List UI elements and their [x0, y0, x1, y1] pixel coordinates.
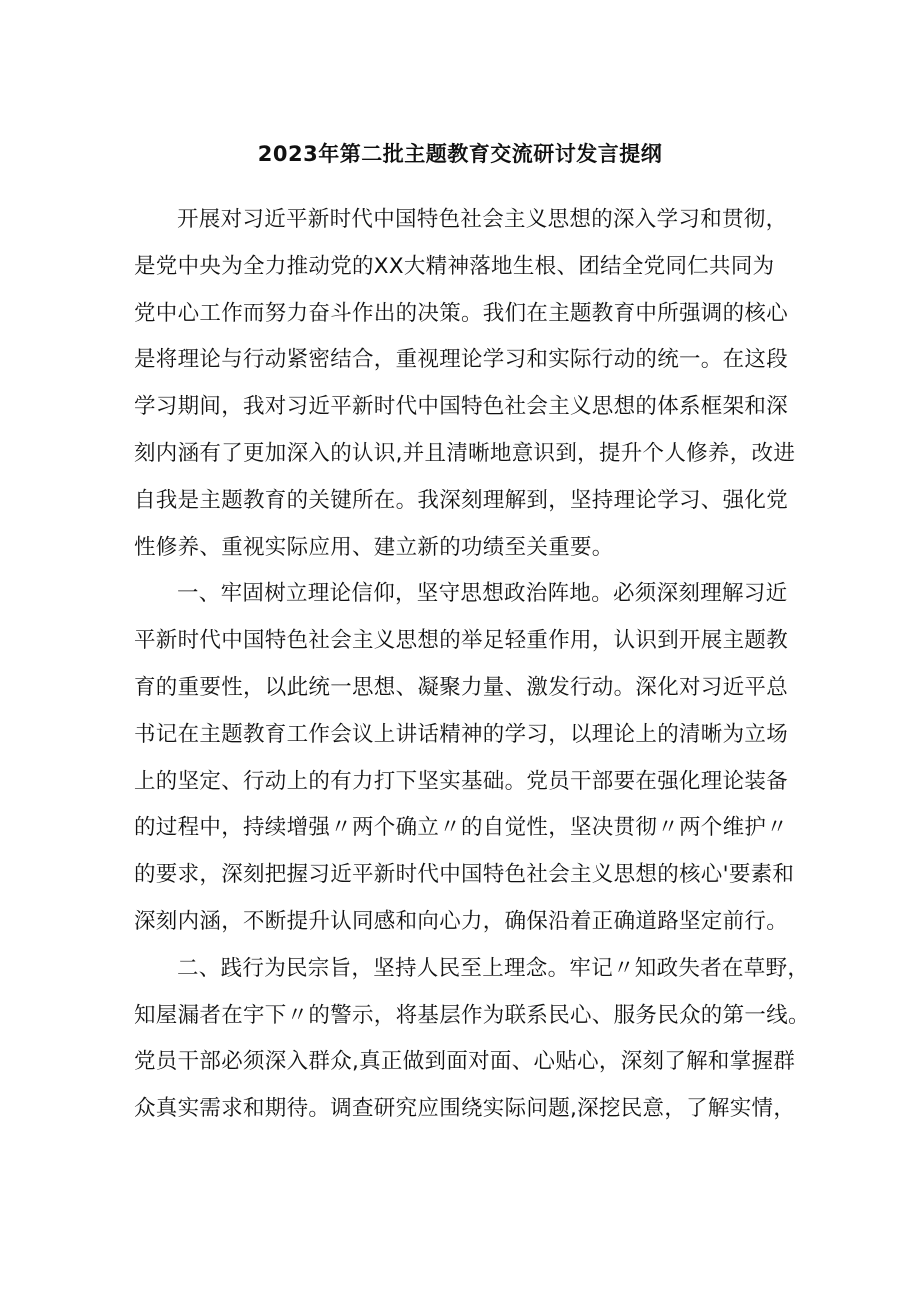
- text-line: 的要求，深刻把握习近平新时代中国特色社会主义思想的核心'要素和: [134, 862, 795, 888]
- text-line: 一、牢固树立理论信仰，坚守思想政治阵地。必须深刻理解习近: [177, 581, 788, 607]
- paragraph-section-2: [134, 946, 810, 1133]
- text-line: 育的重要性，以此统一思想、凝聚力量、激发行动。深化对习近平总: [134, 674, 789, 700]
- document-title: 2023年第二批主题教育交流研讨发言提纲: [257, 142, 663, 166]
- paragraph-section-1: [134, 571, 797, 945]
- text-line: 刻内涵有了更加深入的认识,并且清晰地意识到，提升个人修养，改进: [134, 440, 796, 466]
- text-line: 是将理论与行动紧密结合，重视理论学习和实际行动的统一。在这段: [134, 347, 789, 373]
- text-line: 上的坚定、行动上的有力打下坚实基础。党员干部要在强化理论装备: [134, 768, 789, 794]
- text-line: 平新时代中国特色社会主义思想的举足轻重作用，认识到开展主题教: [134, 628, 789, 654]
- text-line: 性修养、重视实际应用、建立新的功绩至关重要。: [134, 534, 614, 560]
- text-line: 党员干部必须深入群众,真正做到面对面、心贴心，深刻了解和掌握群: [134, 1049, 796, 1075]
- text-line: 深刻内涵，不断提升认同感和向心力，确保沿着正确道路坚定前行。: [134, 908, 789, 934]
- paragraph-intro: [134, 197, 797, 571]
- text-line: 自我是主题教育的关键所在。我深刻理解到，坚持理论学习、强化党: [134, 487, 789, 513]
- text-line: 开展对习近平新时代中国特色社会主义思想的深入学习和贯彻，: [177, 207, 788, 232]
- text-line: 党中心工作而努力奋斗作出的决策。我们在主题教育中所强调的核心: [134, 300, 789, 326]
- document-body: [134, 197, 810, 1133]
- text-line: 书记在主题教育工作会议上讲话精神的学习，以理论上的清晰为立场: [134, 721, 789, 747]
- text-line: 知屋漏者在宇下〃的警示，将基层作为联系民心、服务民众的第一线。: [134, 1002, 810, 1028]
- text-line: 是党中央为全力推动党的XX大精神落地生根、团结全党同仁共同为: [134, 253, 775, 279]
- text-line: 二、践行为民宗旨，坚持人民至上理念。牢记〃知政失者在草野，: [177, 955, 810, 981]
- text-line: 的过程中，持续增强〃两个确立〃的自觉性，坚决贯彻〃两个维护〃: [134, 815, 789, 841]
- text-line: 学习期间，我对习近平新时代中国特色社会主义思想的体系框架和深: [134, 394, 789, 420]
- text-line: 众真实需求和期待。调查研究应围绕实际问题,深挖民意，了解实情，: [134, 1096, 796, 1122]
